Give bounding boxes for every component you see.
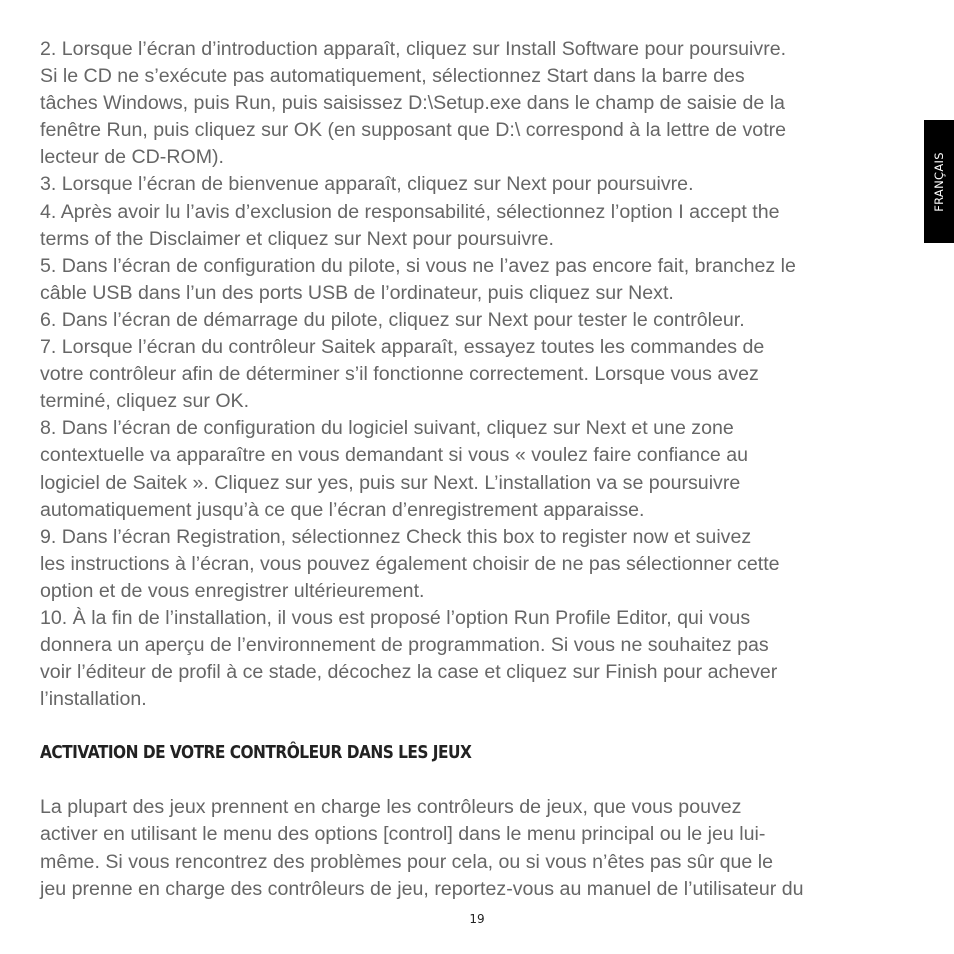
step-7: 7. Lorsque l’écran du contrôleur Saitek apparaît, essayez toutes les commandes de votre contrôleur afin de déterminer s’il fonctionne correctement. Lorsque vous avez terminé, cliquez sur OK. — [40, 336, 765, 413]
language-tab-label: FRANÇAIS — [932, 151, 947, 212]
step-4: 4. Après avoir lu l’avis d’exclusion de responsabilité, sélectionnez l’option I accept the terms of the Disclaimer et cliquez sur Next pour poursuivre. — [40, 200, 780, 250]
page-number: 19 — [469, 912, 485, 926]
step-5: 5. Dans l’écran de configuration du pilote, si vous ne l’avez pas encore fait, branchez le câble USB dans l’un des ports USB de l’ordinateur, puis cliquez sur Next. — [40, 254, 796, 304]
step-6: 6. Dans l’écran de démarrage du pilote, cliquez sur Next pour tester le contrôleur. — [40, 308, 745, 331]
language-tab — [924, 120, 954, 243]
step-10: 10. À la fin de l’installation, il vous est proposé l’option Run Profile Editor, qui vous donnera un aperçu de l’environnement de programmation. Si vous ne souhaitez pas voir l’éditeur de profil à ce stade, décochez la case et cliquez sur Finish pour achever l’installation. — [40, 606, 778, 711]
step-3: 3. Lorsque l’écran de bienvenue apparaît, cliquez sur Next pour poursuivre. — [40, 173, 694, 196]
document-body — [40, 36, 912, 903]
section-body: La plupart des jeux prennent en charge les contrôleurs de jeux, que vous pouvez activer en utilisant le menu des options [control] dans le menu principal ou le jeu lui- même. Si vous rencontrez des problèmes pour cela, ou si vous n’êtes pas sûr que le jeu prenne en charge des contrôleurs de jeu, reportez-vous au manuel de l’utilisateur du — [40, 796, 804, 900]
step-9: 9. Dans l’écran Registration, sélectionnez Check this box to register now et suivez les instructions à l’écran, vous pouvez également choisir de ne pas sélectionner cette option et de vous enregistrer ultérieurement. — [40, 525, 780, 602]
step-8: 8. Dans l’écran de configuration du logiciel suivant, cliquez sur Next et une zone contextuelle va apparaître en vous demandant si vous « voulez faire confiance au logiciel de Saitek ». Cliquez sur yes, puis sur Next. L’installation va se poursuivre automatiquement jusqu’à ce que l’écran d’enregistrement apparaisse. — [40, 417, 748, 521]
section-heading: ACTIVATION DE VOTRE CONTRÔLEUR DANS LES JEUX — [40, 743, 472, 764]
step-2: 2. Lorsque l’écran d’introduction apparaît, cliquez sur Install Software pour poursuivre. Si le CD ne s’exécute pas automatiquement, sélectionnez Start dans la barre des tâches Windows, puis Run, puis saisissez D:\Setup.exe dans le champ de saisie de la fenêtre Run, puis cliquez sur OK (en supposant que D:\ correspond à la lettre de votre lecteur de CD-ROM). — [40, 38, 787, 169]
